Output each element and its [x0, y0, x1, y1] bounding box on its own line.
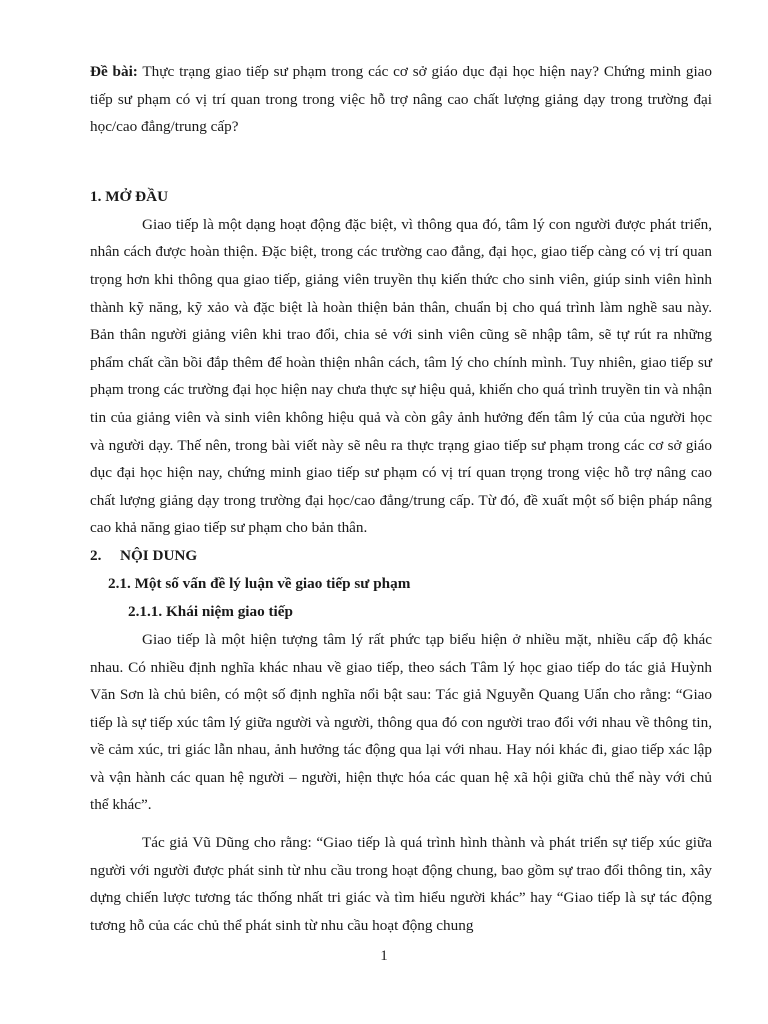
section-2-number: 2. [90, 546, 102, 564]
subsection-2-1-heading: 2.1. Một số vấn đề lý luận về giao tiếp sư phạm [108, 574, 411, 592]
task-statement [90, 58, 712, 141]
section-2-heading [90, 542, 712, 570]
task-text: Thực trạng giao tiếp sư phạm trong các cơ sở giáo dục đại học hiện nay? Chứng minh giao tiếp sư phạm có vị trí quan trong trong việc hỗ trợ nâng cao chất lượng giảng dạy trong trường đại học/cao đẳng/trung cấp? [90, 63, 712, 136]
section-2-paragraph-2: Tác giả Vũ Dũng cho rằng: “Giao tiếp là quá trình hình thành và phát triển sự tiếp xúc giữa người với người được phát sinh từ nhu cầu trong hoạt động chung, bao gồm sự trao đổi thông tin, xây dựng chiến lược tương tác thống nhất tri giác và tìm hiểu người khác” hay “Giao tiếp là sự tác động tương hỗ của các chủ thể phát sinh từ nhu cầu hoạt động chung [90, 834, 712, 934]
section-2-title: NỘI DUNG [120, 546, 198, 564]
subsection-2-1-1-heading: 2.1.1. Khái niệm giao tiếp [128, 602, 293, 620]
task-label: Đề bài: [90, 63, 138, 80]
page-number: 1 [380, 948, 388, 964]
section-2-paragraph-1: Giao tiếp là một hiện tượng tâm lý rất phức tạp biểu hiện ở nhiều mặt, nhiều cấp độ khác nhau. Có nhiều định nghĩa khác nhau về giao tiếp, theo sách Tâm lý học giao tiếp do tác giả Huỳnh Văn Sơn là chủ biên, có một số định nghĩa nổi bật sau: Tác giả Nguyễn Quang Uẩn cho rằng: “Giao tiếp là sự tiếp xúc tâm lý giữa người và người, thông qua đó con người trao đổi với nhau về thông tin, về cảm xúc, tri giác lẫn nhau, ảnh hưởng tác động qua lại với nhau. Hay nói khác đi, giao tiếp xác lập và vận hành các quan hệ người – người, hiện thực hóa các quan hệ xã hội giữa chủ thể này với chủ thể khác”. [90, 630, 712, 814]
section-1-paragraph: Giao tiếp là một dạng hoạt động đặc biệt, vì thông qua đó, tâm lý con người được phát triển, nhân cách được hoàn thiện. Đặc biệt, trong các trường cao đẳng, đại học, giao tiếp càng có vị trí quan trọng hơn khi thông qua giao tiếp, giảng viên truyền thụ kiến thức cho sinh viên, giúp sinh viên hình thành kỹ năng, kỹ xảo và đặc biệt là hoàn thiện bản thân, chuẩn bị cho quá trình làm nghề sau này. Bản thân người giảng viên khi trao đổi, chia sẻ với sinh viên cũng sẽ nhập tâm, sẽ tự rút ra những phẩm chất cần bồi đắp thêm để hoàn thiện nhân cách, tâm lý cho chính mình. Tuy nhiên, giao tiếp sư phạm trong các trường đại học hiện nay chưa thực sự hiệu quả, khiến cho quá trình truyền tin và nhận tin của giảng viên và sinh viên không hiệu quả và còn gây ảnh hưởng đến tâm lý của của người học và người dạy. Thế nên, trong bài viết này sẽ nêu ra thực trạng giao tiếp sư phạm trong các cơ sở giáo dục đại học hiện nay, chứng minh giao tiếp sư phạm có vị trí quan trọng trong việc hỗ trợ nâng cao chất lượng giảng dạy trong trường đại học/cao đẳng/trung cấp. Từ đó, đề xuất một số biện pháp nâng cao khả năng giao tiếp sư phạm cho bản thân. [90, 215, 712, 537]
section-1-heading: 1. MỞ ĐẦU [90, 187, 169, 205]
document-page [90, 58, 712, 939]
